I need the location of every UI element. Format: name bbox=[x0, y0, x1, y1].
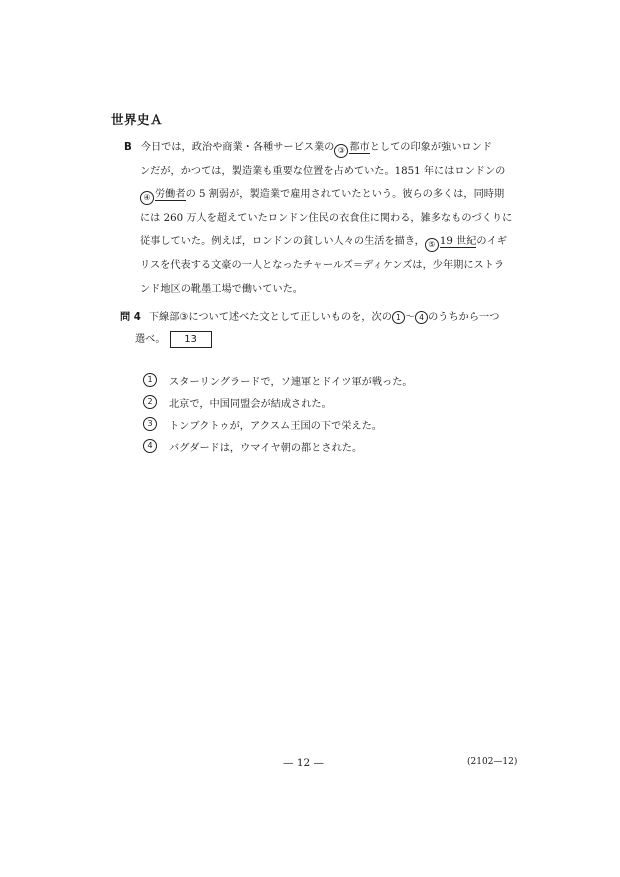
question-4 bbox=[120, 307, 520, 351]
option-number-circle: 1 bbox=[143, 373, 157, 387]
answer-box: 13 bbox=[170, 331, 212, 348]
section-title: 世界史Ａ bbox=[111, 112, 164, 127]
option-number-circle: 4 bbox=[143, 439, 157, 453]
passage-text: の 5 割弱が，製造業で雇用されていたという。彼らの多くは，同時期 bbox=[185, 189, 505, 201]
range-separator: ～ bbox=[404, 312, 416, 323]
page-number: — 12 — bbox=[283, 757, 325, 769]
passage-text: 今日では，政治や商業・各種サービス業の bbox=[140, 142, 335, 153]
answer-options bbox=[143, 369, 523, 457]
option-4 bbox=[143, 435, 523, 457]
range-end-circle: 4 bbox=[415, 311, 428, 324]
question-label: 問 4 bbox=[120, 312, 141, 323]
passage-text: には 260 万人を超えていたロンドン住民の衣食住に関わる，雑多なものづくりに bbox=[140, 212, 513, 224]
question-line-2 bbox=[120, 329, 520, 351]
underline-marker-5: ⑤ bbox=[425, 238, 439, 252]
passage-text: のイギ bbox=[476, 236, 507, 248]
question-text: について述べた文として正しいものを，次の bbox=[188, 312, 392, 323]
question-text: のうちから一つ bbox=[428, 312, 500, 323]
exam-code: (2102—12) bbox=[467, 757, 518, 767]
passage-line-3 bbox=[124, 183, 522, 207]
option-text: トンブクトゥが，アクスム王国の下で栄えた。 bbox=[169, 420, 382, 432]
passage-line-7 bbox=[124, 278, 522, 302]
passage-text: ンだが，かつては，製造業も重要な位置を占めていた。1851 年にはロンドンの bbox=[140, 165, 506, 177]
option-number-circle: 2 bbox=[143, 395, 157, 409]
question-line-1 bbox=[120, 307, 520, 329]
underlined-term-roudousha: 労働者 bbox=[155, 189, 186, 201]
passage-line-1 bbox=[124, 136, 522, 160]
option-text: スターリングラードで，ソ連軍とドイツ軍が戦った。 bbox=[169, 376, 413, 388]
passage-text: ンド地区の靴墨工場で働いていた。 bbox=[140, 283, 303, 295]
ref-marker-3: ③ bbox=[179, 311, 189, 323]
option-number-circle: 3 bbox=[143, 417, 157, 431]
passage-line-6 bbox=[124, 254, 522, 278]
underlined-term-toshi: 都市 bbox=[349, 142, 370, 153]
option-3 bbox=[143, 413, 523, 435]
passage bbox=[124, 136, 522, 301]
option-text: バグダードは，ウマイヤ朝の都とされた。 bbox=[169, 442, 363, 454]
underline-marker-3: ③ bbox=[334, 144, 348, 158]
passage-text: 従事していた。例えば，ロンドンの貧しい人々の生活を描き， bbox=[140, 236, 425, 248]
option-1 bbox=[143, 369, 523, 391]
question-text: 選べ。 bbox=[135, 334, 166, 345]
option-2 bbox=[143, 391, 523, 413]
underline-marker-4: ④ bbox=[140, 191, 154, 205]
passage-line-2 bbox=[124, 160, 522, 184]
option-text: 北京で，中国同盟会が結成された。 bbox=[169, 398, 332, 410]
passage-line-5 bbox=[124, 230, 522, 254]
passage-label: B bbox=[124, 142, 132, 153]
range-start-circle: 1 bbox=[392, 311, 405, 324]
question-text: 下線部 bbox=[148, 312, 180, 323]
passage-line-4 bbox=[124, 207, 522, 231]
passage-text: リスを代表する文豪の一人となったチャールズ＝ディケンズは，少年期にストラ bbox=[140, 259, 505, 271]
underlined-term-19seiki: 19 世紀 bbox=[439, 236, 477, 248]
passage-text: としての印象が強いロンド bbox=[369, 142, 492, 153]
